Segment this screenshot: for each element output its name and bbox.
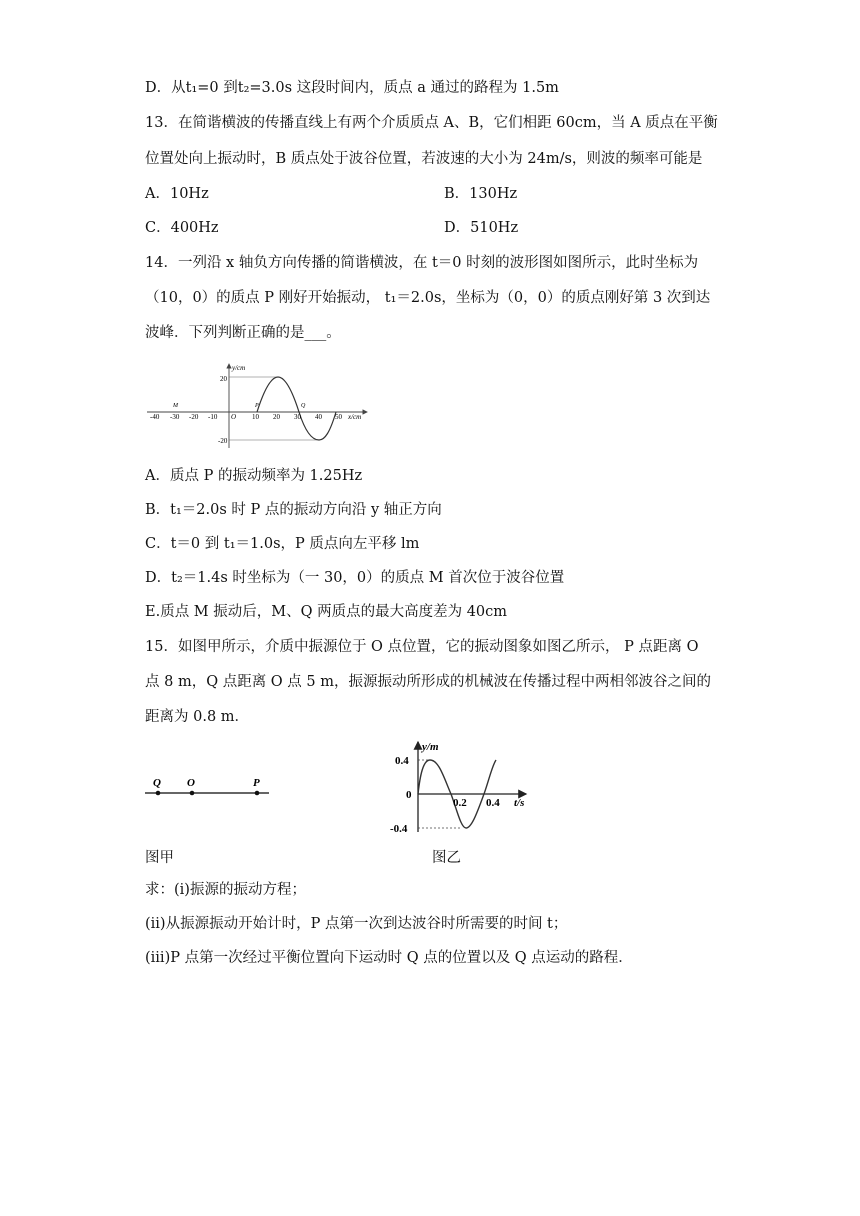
q15-figure-b [368, 738, 532, 838]
q15-stem-line3: 距离为 0.8 m． [145, 709, 250, 725]
wave-curve [257, 377, 336, 440]
t-tick-0-2: 0.2 [453, 797, 467, 809]
y-tick-neg20: -20 [218, 437, 228, 445]
x-tick: 30 [294, 413, 301, 421]
point-o-label: O [187, 777, 195, 789]
y-axis-label: y/m [422, 741, 439, 753]
point-p-label: P [253, 777, 260, 789]
x-tick: -20 [189, 413, 199, 421]
q13-stem-line2: 位置处向上振动时，B 质点处于波谷位置，若波速的大小为 24m/s，则波的频率可能是 [145, 151, 703, 167]
x-tick-origin: O [231, 413, 237, 421]
q13-option-c: C．400Hz [145, 220, 219, 236]
y-tick-20: 20 [220, 375, 227, 383]
point-p [255, 791, 260, 796]
q15-stem-line1: 15．如图甲所示，介质中振源位于 O 点位置，它的振动图象如图乙所示， P 点距离 O [145, 639, 699, 655]
x-axis-label: x/cm [348, 413, 362, 421]
q15-ask-iii: (iii)P 点第一次经过平衡位置向下运动时 Q 点的位置以及 Q 点运动的路程． [145, 950, 633, 966]
q14-option-d: D．t₂＝1.4s 时坐标为（一 30，0）的质点 M 首次位于波谷位置 [145, 570, 565, 586]
q15-stem-line2: 点 8 m，Q 点距离 O 点 5 m，振源振动所形成的机械波在传播过程中两相邻波谷之间的 [145, 674, 711, 690]
point-q [156, 791, 161, 796]
t-tick-0-4: 0.4 [486, 797, 500, 809]
t-axis-label: t/s [514, 797, 525, 809]
figure-b-caption: 图乙 [432, 850, 461, 866]
q15-ask-ii: (ii)从振源振动开始计时，P 点第一次到达波谷时所需要的时间 t； [145, 916, 568, 932]
y-axis-label: y/cm [232, 364, 246, 372]
q13-option-b: B．130Hz [444, 186, 518, 202]
q13-option-a: A．10Hz [145, 186, 209, 202]
q13-stem-line1: 13．在简谐横波的传播直线上有两个介质质点 A、B，它们相距 60cm，当 A 质点在平衡 [145, 115, 718, 131]
point-m-label: M [173, 403, 178, 409]
y-max-label: 0.4 [395, 755, 409, 767]
point-o [190, 791, 195, 796]
figure-a-caption: 图甲 [145, 850, 174, 866]
x-tick: 50 [335, 413, 342, 421]
x-tick: 20 [273, 413, 280, 421]
x-tick: -10 [208, 413, 218, 421]
q12-option-d: D．从t₁=0 到t₂=3.0s 这段时间内，质点 a 通过的路程为 1.5m [145, 80, 559, 96]
point-p-label: P [255, 403, 259, 409]
origin-label: 0 [406, 789, 412, 801]
point-q-label: Q [153, 777, 161, 789]
q15-figure-a [143, 770, 273, 804]
x-tick: 40 [315, 413, 322, 421]
q14-stem-line1: 14．一列沿 x 轴负方向传播的简谐横波，在 t＝0 时刻的波形图如图所示，此时坐标为 [145, 255, 699, 271]
q14-option-c: C．t＝0 到 t₁＝1.0s，P 质点向左平移 lm [145, 536, 420, 552]
x-tick: 10 [252, 413, 259, 421]
point-q-label: Q [301, 403, 306, 409]
q13-option-d: D．510Hz [444, 220, 519, 236]
q14-option-b: B．t₁＝2.0s 时 P 点的振动方向沿 y 轴正方向 [145, 502, 442, 518]
x-tick: -40 [150, 413, 160, 421]
q14-option-e: E.质点 M 振动后，M、Q 两质点的最大高度差为 40cm [145, 604, 508, 620]
q14-stem-line3: 波峰．下列判断正确的是___。 [145, 325, 341, 341]
q15-ask-i: 求：(i)振源的振动方程； [145, 882, 306, 898]
x-tick: -30 [170, 413, 180, 421]
y-min-label: -0.4 [390, 823, 408, 835]
q14-stem-line2: （10，0）的质点 P 刚好开始振动， t₁＝2.0s，坐标为（0，0）的质点刚好第 3 次到达 [145, 290, 711, 306]
q14-option-a: A．质点 P 的振动频率为 1.25Hz [145, 468, 363, 484]
q14-wave-figure [145, 360, 375, 452]
